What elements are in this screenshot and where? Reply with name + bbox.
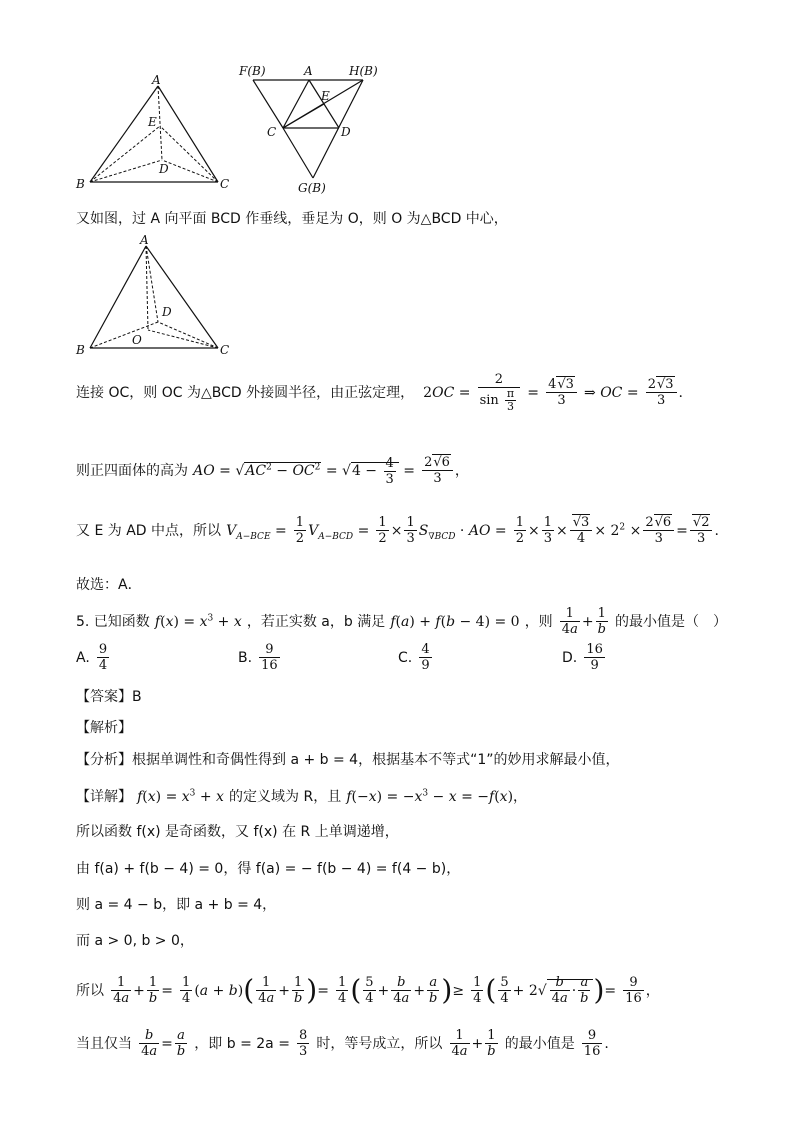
xiangjie-line: 【详解】 $f(x) = x^3 + x$ 的定义域为 R，且 $f(-x) = -x^3 - x = -f(x)$， bbox=[76, 788, 528, 805]
label-a: A bbox=[140, 233, 149, 247]
label-e: E bbox=[148, 115, 157, 129]
label-d: D bbox=[162, 305, 172, 319]
from-line: 由 f(a) + f(b − 4) = 0，得 f(a) = − f(b − 4) = f(4 − b)， bbox=[76, 861, 461, 877]
label-c: C bbox=[220, 343, 230, 357]
tetrahedron-figure-1 bbox=[70, 70, 240, 195]
tetrahedron-figure-3 bbox=[70, 232, 240, 357]
label-o: O bbox=[132, 333, 142, 347]
inequality-line: 所以 $\frac{1}{4a}$ + $\frac{1}{b}$ = $\frac{1}{4}$ (a + b)( $\frac{1}{4a}$ + $\frac{1}{b}$ )= $\frac{1}{4}$ ( $\frac{5}{4}$ + $\frac{b}{4a}$ + $\frac{a}{b}$ )≥ $\frac{1}{4}$ ( $\frac{5}{4}$ + 2√ $\frac{b}{4a}$ · $\frac{a}{b}$ )= $\frac{9}{16}$ ， bbox=[76, 973, 660, 1007]
label-f: F(B) bbox=[239, 64, 266, 78]
odd-line: 所以函数 f(x) 是奇函数，又 f(x) 在 R 上单调递增， bbox=[76, 824, 399, 840]
label-e: E bbox=[321, 89, 330, 103]
label-c: C bbox=[220, 177, 230, 191]
label-a: A bbox=[152, 73, 161, 87]
height-line: 则正四面体的高为 AO = $√AC^2 - OC^2 = √4$ − $\frac{4}{3}$ = $\frac{2√6}{3}$ ， bbox=[76, 455, 469, 487]
equality-line: 当且仅当 $\frac{b}{4a}$ = $\frac{a}{b}$ ，即 b = 2a = $\frac{8}{3}$ 时，等号成立，所以 $\frac{1}{4a}$ + $\frac{1}{b}$ 的最小值是 $\frac{9}{16}$ . bbox=[76, 1028, 609, 1059]
label-g: G(B) bbox=[298, 181, 326, 195]
then-line: 则 a = 4 − b，即 a + b = 4， bbox=[76, 897, 277, 913]
label-a: A bbox=[304, 64, 313, 78]
choice-line: 故选：A． bbox=[76, 577, 142, 593]
positive-line: 而 a > 0, b > 0， bbox=[76, 933, 194, 949]
option-d[interactable]: D. $\frac{16}{9}$ bbox=[562, 642, 603, 673]
fenxi-line: 【分析】根据单调性和奇偶性得到 a + b = 4，根据基本不等式“1”的妙用求解最小值， bbox=[76, 752, 620, 768]
oc-line: 连接 OC，则 OC 为△BCD 外接圆半径，由正弦定理， 2OC = 2 sin $\frac{\pi}{3}$ = $\frac{4√3}{3}$ ⇒ OC = $\frac{2√3}{3}$ . bbox=[76, 372, 683, 413]
option-b[interactable]: B. $\frac{9}{16}$ bbox=[238, 642, 278, 673]
perpendicular-line: 又如图，过 A 向平面 BCD 作垂线，垂足为 O，则 O 为△BCD 中心， bbox=[76, 211, 508, 227]
label-d: D bbox=[159, 162, 169, 176]
analysis-heading: 【解析】 bbox=[76, 720, 132, 736]
label-b: B bbox=[76, 177, 85, 191]
option-c[interactable]: C. $\frac{4}{9}$ bbox=[398, 642, 430, 673]
question-5-stem: 5. 已知函数 $f(x) = x^3 + x$ ，若正实数 a，b 满足 f(a) + f(b − 4) = 0 ，则 $\frac{1}{4a}$ + $\frac{1}{b}$ 的最小值是（ ） bbox=[76, 606, 727, 637]
volume-line: 又 E 为 AD 中点，所以 $V_{A-BCE}$ = $\frac{1}{2}$ $V_{A-BCD}$ = $\frac{1}{2}$ × $\frac{1}{3}$ $S_{\nabla BCD}$ · AO = $\frac{1}{2}$ × $\frac{1}{3}$ × $\frac{√3}{4}$ × $2^2$ × $\frac{2√6}{3}$ = $\frac{√2}{3}$ . bbox=[76, 515, 719, 546]
label-c: C bbox=[267, 125, 277, 139]
answer-line: 【答案】B bbox=[76, 689, 142, 705]
label-h: H(B) bbox=[349, 64, 378, 78]
label-b: B bbox=[76, 343, 85, 357]
label-d: D bbox=[341, 125, 351, 139]
tetrahedron-net-figure-2 bbox=[235, 60, 395, 198]
option-a[interactable]: A. $\frac{9}{4}$ bbox=[76, 642, 108, 673]
